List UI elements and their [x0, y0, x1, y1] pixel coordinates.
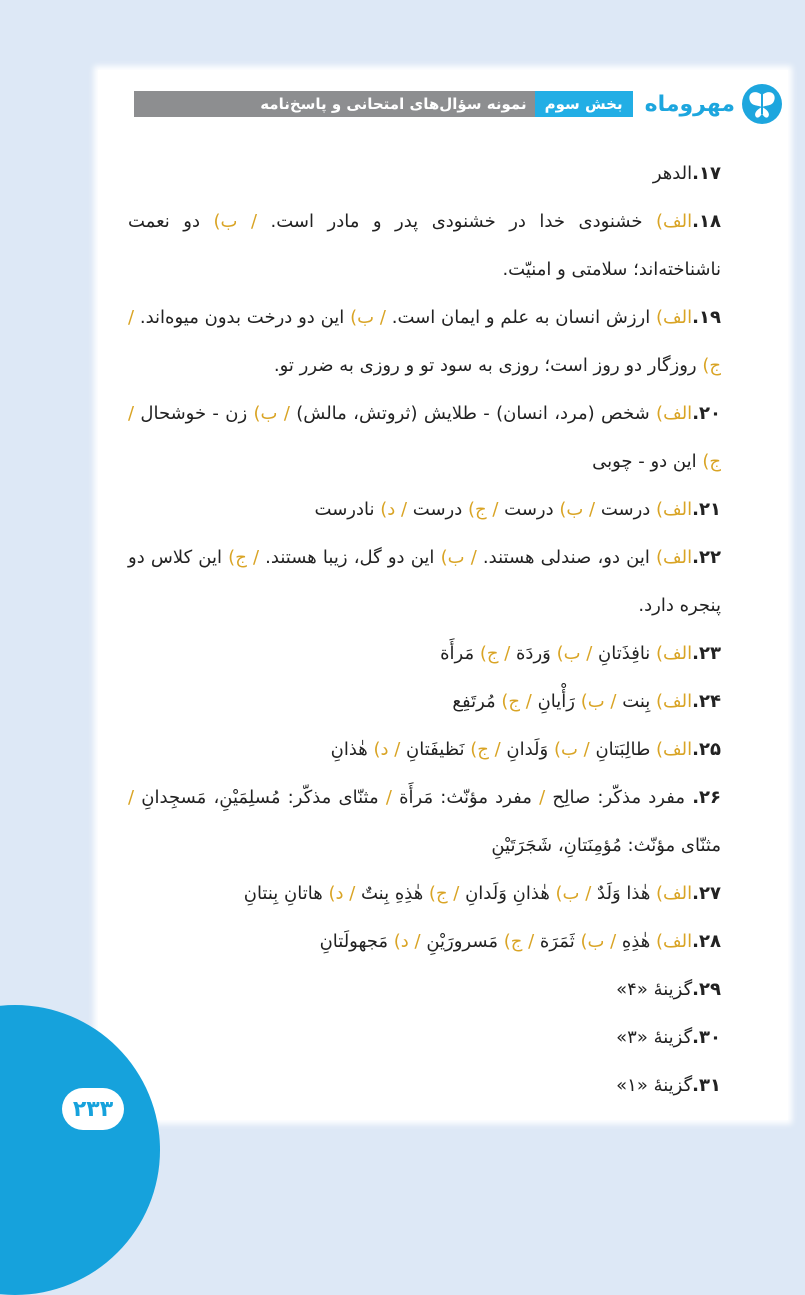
- answer-text: شخص (مرد، انسان) - طلایش (ثروتش، مالش): [289, 403, 657, 424]
- option-label: / ب): [555, 883, 592, 904]
- option-label: / ب): [559, 499, 596, 520]
- answer-item: [128, 486, 721, 534]
- answer-item: [128, 918, 721, 966]
- answer-text: مُرتَفِع: [452, 691, 502, 712]
- option-label: / ب): [253, 403, 290, 424]
- answer-text: هٰذا وَلَدٌ: [591, 883, 657, 904]
- option-label: / ج): [470, 739, 501, 760]
- option-label: / ب): [440, 547, 477, 568]
- option-label: / د): [380, 499, 408, 520]
- answer-text: طالِبَتانِ: [589, 739, 657, 760]
- answer-number: ۱۷.: [692, 163, 721, 184]
- answer-text: مَرأَة: [440, 643, 480, 664]
- answer-text: وَلَدانِ: [500, 739, 554, 760]
- option-label: / ب): [556, 643, 593, 664]
- answer-text: نَظیفَتانِ: [400, 739, 471, 760]
- answer-text: هٰذانِ: [330, 739, 374, 760]
- answer-text: مثنّای مؤنّث: مُؤمِنَتانِ، شَجَرَتَیْنِ: [491, 835, 721, 856]
- answer-item: [128, 630, 721, 678]
- answer-text: این دو، صندلی هستند.: [476, 547, 657, 568]
- option-label: / ج): [479, 643, 511, 664]
- answer-text: گزینهٔ «۴»: [616, 979, 693, 1000]
- answer-number: ۲۸.: [692, 931, 721, 952]
- answer-text: درست: [498, 499, 560, 520]
- logo-text: مهروماه: [644, 91, 735, 117]
- answer-number: ۳۰.: [692, 1027, 721, 1048]
- option-label: / ج): [428, 883, 460, 904]
- answer-text: هٰذانِ وَلَدانِ: [459, 883, 556, 904]
- header-title: نمونه سؤال‌های امتحانی و پاسخ‌نامه: [260, 95, 527, 113]
- answer-text: مَجهولَتانِ: [319, 931, 394, 952]
- answer-number: ۲۶.: [692, 787, 722, 808]
- answer-text: این دو درخت بدون میوه‌اند.: [134, 307, 351, 328]
- option-label: / ب): [580, 931, 617, 952]
- option-label: / ج): [467, 499, 499, 520]
- answer-text: این دو - چوبی: [592, 451, 703, 472]
- section-label: بخش سوم: [535, 91, 633, 117]
- answer-text: گزینهٔ «۱»: [616, 1075, 693, 1096]
- answer-text: خشنودی خدا در خشنودی پدر و مادر است.: [257, 211, 657, 232]
- answer-item: [128, 534, 721, 630]
- option-label: الف): [656, 643, 693, 664]
- option-label: / د): [373, 739, 401, 760]
- option-label: / ج): [128, 307, 721, 376]
- option-label: /: [385, 787, 392, 808]
- answer-number: ۲۴.: [692, 691, 721, 712]
- answer-number: ۲۷.: [692, 883, 721, 904]
- answer-text: رَأْیانِ: [531, 691, 581, 712]
- answer-item: [128, 870, 721, 918]
- answer-text: ثَمَرَة: [534, 931, 581, 952]
- butterfly-icon: [741, 83, 783, 125]
- answer-text: ارزش انسان به علم و ایمان است.: [385, 307, 657, 328]
- answer-number: ۱۹.: [692, 307, 721, 328]
- option-label: / ب): [213, 211, 258, 232]
- answer-item: [128, 390, 721, 486]
- answer-text: روزگار دو روز است؛ روزی به سود تو و روزی به ضرر تو.: [273, 355, 703, 376]
- answers-list: [128, 150, 721, 1110]
- page-header: [134, 84, 783, 124]
- answer-text: درست: [595, 499, 657, 520]
- option-label: / ب): [350, 307, 386, 328]
- option-label: / د): [393, 931, 421, 952]
- answer-item: [128, 774, 721, 870]
- option-label: / ج): [228, 547, 260, 568]
- logo: [645, 83, 783, 125]
- answer-number: ۱۸.: [692, 211, 721, 232]
- answer-text: هٰذِهِ: [616, 931, 657, 952]
- option-label: الف): [656, 931, 693, 952]
- answer-text: هاتانِ بِنتانِ: [243, 883, 329, 904]
- answer-text: دو نعمت ناشناخته‌اند؛ سلامتی و امنیّت.: [128, 211, 721, 280]
- option-label: /: [128, 787, 135, 808]
- answer-text: نادرست: [314, 499, 381, 520]
- answer-number: ۲۲.: [692, 547, 721, 568]
- answer-text: هٰذِهِ بِنتٌ: [355, 883, 429, 904]
- answer-text: مفرد مذکّر: صالِح: [545, 787, 693, 808]
- option-label: / ج): [128, 403, 721, 472]
- answer-number: ۲۰.: [692, 403, 722, 424]
- answer-text: بِنت: [616, 691, 657, 712]
- answer-item: [128, 726, 721, 774]
- answer-item: [128, 198, 721, 294]
- answer-text: گزینهٔ «۳»: [616, 1027, 693, 1048]
- page-number: ۲۳۳: [62, 1088, 124, 1130]
- answer-text: مَسرورَیْنِ: [420, 931, 504, 952]
- option-label: / د): [328, 883, 356, 904]
- option-label: /: [539, 787, 546, 808]
- answer-number: ۳۱.: [692, 1075, 721, 1096]
- answer-item: [128, 1014, 721, 1062]
- answer-text: این دو گل، زیبا هستند.: [259, 547, 441, 568]
- answer-number: ۲۹.: [692, 979, 721, 1000]
- option-label: الف): [656, 211, 693, 232]
- answer-number: ۲۵.: [692, 739, 721, 760]
- option-label: الف): [656, 307, 693, 328]
- option-label: الف): [656, 499, 693, 520]
- answer-text: این کلاس دو پنجره دارد.: [128, 547, 721, 616]
- answer-text: درست: [407, 499, 468, 520]
- answer-text: زن - خوشحال: [134, 403, 254, 424]
- answer-number: ۲۱.: [692, 499, 721, 520]
- answer-text: مفرد مؤنّث: مَرأَة: [391, 787, 540, 808]
- answer-item: [128, 678, 721, 726]
- option-label: / ب): [553, 739, 590, 760]
- option-label: الف): [656, 547, 693, 568]
- header-band: [134, 91, 633, 117]
- option-label: / ج): [501, 691, 532, 712]
- option-label: الف): [656, 739, 693, 760]
- option-label: / ب): [580, 691, 617, 712]
- answer-text: وَردَة: [510, 643, 557, 664]
- option-label: الف): [656, 883, 693, 904]
- answer-item: [128, 1062, 721, 1110]
- answer-text: نافِذَتانِ: [592, 643, 657, 664]
- answer-item: [128, 150, 721, 198]
- option-label: الف): [656, 403, 693, 424]
- answer-item: [128, 966, 721, 1014]
- answer-number: ۲۳.: [692, 643, 721, 664]
- answer-text: الدهر: [652, 163, 693, 184]
- option-label: / ج): [503, 931, 535, 952]
- option-label: الف): [656, 691, 693, 712]
- answer-text: مثنّای مذکّر: مُسلِمَیْنِ، مَسجِدانِ: [134, 787, 386, 808]
- answer-item: [128, 294, 721, 390]
